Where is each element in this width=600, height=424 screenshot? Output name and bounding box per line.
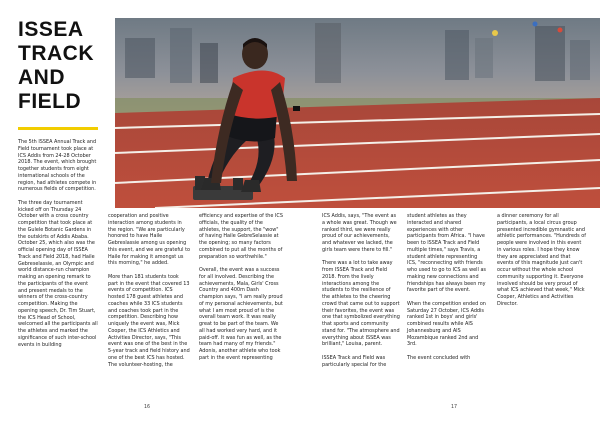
page-number-right: 17 bbox=[451, 405, 458, 410]
paragraph: The three day tournament kicked off on Thursday 24 October with a cross country competition that took place at the Gulele Botanic Gardens in the outskirts of Addis Ababa. October 25, which also was the official opening day of ISSEA Track and Field 2018, had Haile Gebreselassie, an Olympic and world distance-run champion making an opening remark to the participants of the event and present medals to the winners of the cross-country competition. Making the opening speech, Dr. Tim Stuart, the ICS Head of School, welcomed all the participants all the athletes and marked the significance of such inter-school events in building bbox=[18, 199, 98, 348]
hero-photo bbox=[115, 18, 600, 208]
paragraph: When the competition ended on Saturday 27 October, ICS Addis ranked 1st in boys' and girls' combined results while AIS Johannesburg and AIS Mozambique ranked 2nd and 3rd. bbox=[407, 300, 486, 348]
paragraph: cooperation and positive interaction among students in the region. "We are particularly honored to have Haile Gebreslassie among us opening this event, and we are grateful to Haile for making it amongst us this morning," he added. bbox=[108, 213, 190, 267]
paragraph: ICS Addis, says, "The event as a whole was great. Though we ranked third, we were really proud of our achievements, and whatever we lacked, the girls team were there to fill." bbox=[322, 213, 397, 253]
text-column bbox=[407, 213, 487, 368]
text-column bbox=[18, 139, 98, 355]
paragraph: ISSEA Track and Field was particularly special for the bbox=[322, 354, 387, 368]
paragraph: student athletes as they interacted and shared experiences with other participants from Africa. "I have been to ISSEA Track and Field multiple times," says Travis, a student athlete representing ICS, "reconnecting with friends who used to go to ICS as well as making new connections and friendships has always been my favorite part of the event. bbox=[407, 213, 486, 294]
paragraph: The 5th ISSEA Annual Track and Field tournament took place at ICS Addis from 24-28 October 2018. The event, which brought together students from eight international schools of the region, had athletes compete in numerous fields of competition. bbox=[18, 139, 97, 193]
title-line: AND bbox=[18, 66, 65, 89]
paragraph: The event concluded with bbox=[407, 354, 471, 361]
accent-rule bbox=[18, 127, 98, 130]
paragraph: There was a lot to take away from ISSEA Track and Field 2018. From the lively interactions among the students to the resilience of the athletes to the cheering crowd that came out to support their favorites, the event was one that symbolized everything that sports and community stand for. "The atmosphere and everything about ISSEA was brilliant," Louisa, parent. bbox=[322, 260, 400, 348]
page-number-left: 16 bbox=[144, 405, 151, 410]
article-title bbox=[18, 18, 98, 114]
text-column bbox=[199, 213, 283, 368]
paragraph: Overall, the event was a success for all involved. Describing the achievements, Mala, Girls' Cross Country and 400m Dash champion says, "I am really proud of my personal achievements, but what I am most proud of is the overall team work. It was really great to be part of the team. We all had worked very hard, and it paid-off. It was fun as well, as the team had many of my friends." Adonis, another athlete who took part in the event representing bbox=[199, 267, 283, 361]
title-line: ISSEA bbox=[18, 18, 84, 41]
paragraph: a dinner ceremony for all participants, a local circus group presented incredible gymnastic and athletic performances. "Hundreds of people were involved in this event in various roles. I hope they know they are appreciated and that events of this magnitude just can't occur without the whole school community supporting it. Everyone involved should be very proud of what ICS achieved that week," Mick Cooper, Athletics and Activities Director. bbox=[497, 213, 586, 307]
title-line: TRACK bbox=[18, 42, 94, 65]
text-column bbox=[108, 213, 190, 375]
text-column bbox=[322, 213, 400, 375]
text-column bbox=[497, 213, 587, 314]
paragraph: More than 181 students took part in the event that covered 13 events of competition. ICS hosted 178 guest athletes and coaches while 33 ICS students and coaches took part in the competition. Describing how uniquely the event was, Mick Cooper, the ICS Athletics and Activities Director, says, "This event was one of the best in the 5-year track and field history and one of the best ICS has hosted. The volunteer-hosting, the bbox=[108, 273, 190, 368]
title-line: FIELD bbox=[18, 90, 82, 113]
paragraph: efficiency and expertise of the ICS officials, the quality of the athletes, the support, the "wow" of having Haile GebreSelassie at the opening; so many factors combined to put all the months of preparation so worthwhile." bbox=[199, 213, 283, 260]
